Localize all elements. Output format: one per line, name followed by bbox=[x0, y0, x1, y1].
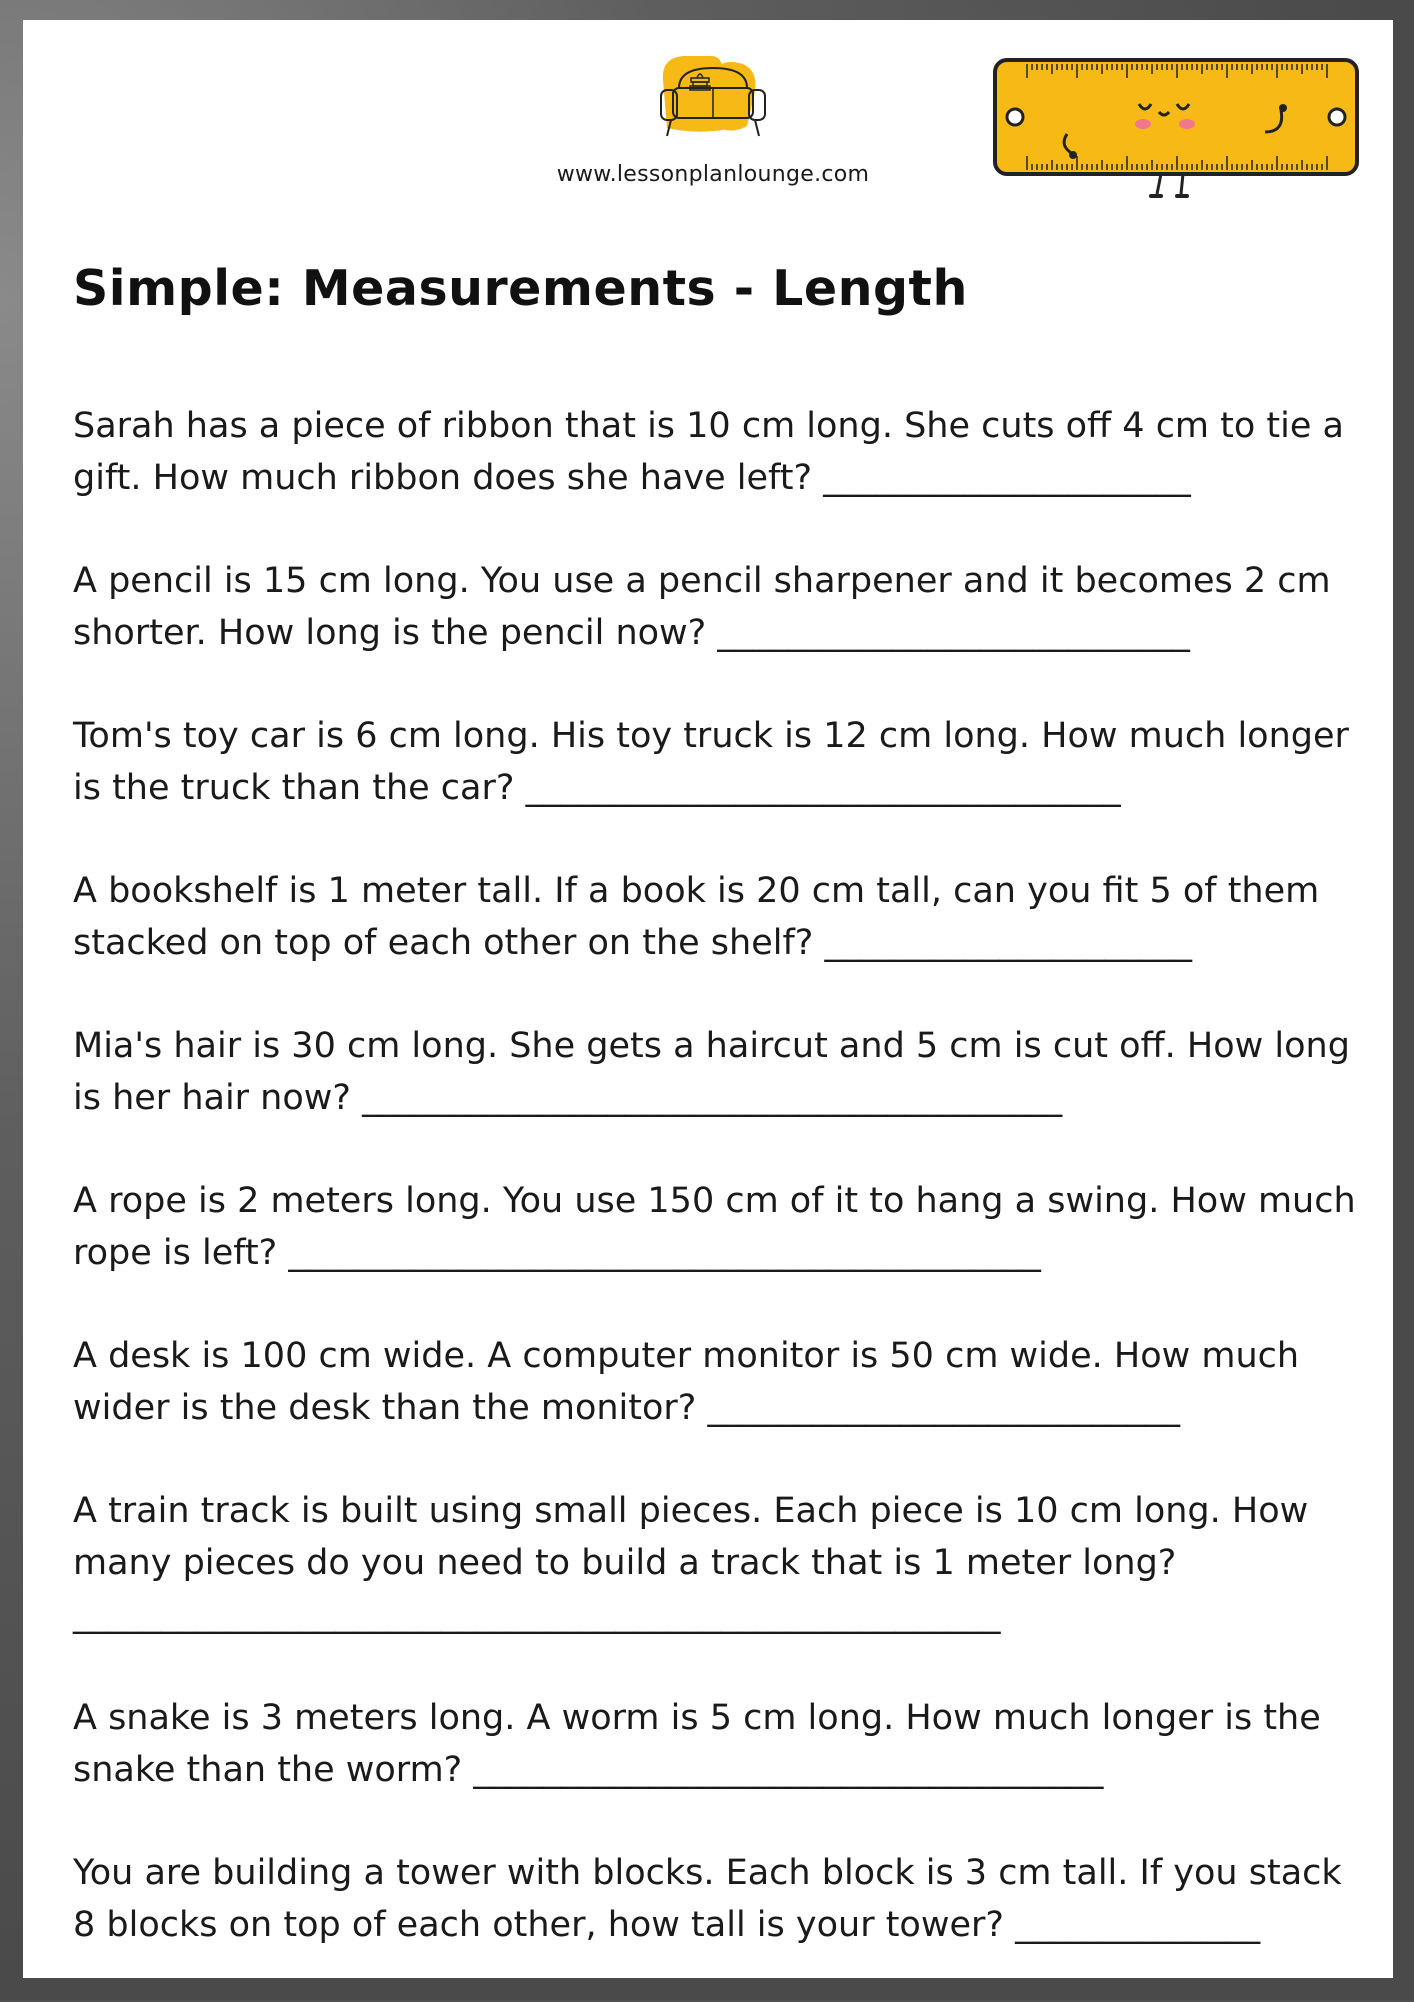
answer-blank[interactable]: ________________________________________ bbox=[362, 1078, 1063, 1118]
question-text: Mia's hair is 30 cm long. She gets a haircut and 5 cm is cut off. How long is her hair now? bbox=[73, 1026, 1350, 1118]
question-item bbox=[73, 1020, 1363, 1124]
question-text: A snake is 3 meters long. A worm is 5 cm long. How much longer is the snake than the worm? bbox=[73, 1698, 1321, 1790]
answer-blank[interactable]: ______________ bbox=[1015, 1905, 1261, 1945]
smiling-ruler-icon bbox=[991, 54, 1363, 206]
worksheet-page bbox=[23, 20, 1393, 1978]
question-item bbox=[73, 865, 1363, 969]
answer-blank[interactable]: ___________________________ bbox=[707, 1388, 1181, 1428]
question-item bbox=[73, 710, 1363, 814]
answer-blank[interactable]: ___________________________ bbox=[717, 613, 1190, 653]
answer-blank[interactable]: ____________________________________ bbox=[473, 1750, 1104, 1790]
site-logo[interactable] bbox=[553, 50, 873, 190]
question-item bbox=[73, 1485, 1363, 1641]
question-item bbox=[73, 555, 1363, 659]
question-text: A bookshelf is 1 meter tall. If a book is 20 cm tall, can you fit 5 of them stacked on top of each other on the shelf? bbox=[73, 871, 1320, 963]
question-item bbox=[73, 1330, 1363, 1434]
answer-blank[interactable]: _____________________ bbox=[823, 458, 1191, 498]
question-text: You are building a tower with blocks. Each block is 3 cm tall. If you stack 8 blocks on top of each other, how tall is your tower? bbox=[73, 1853, 1342, 1945]
answer-blank[interactable]: ___________________________________________ bbox=[288, 1233, 1041, 1273]
answer-blank[interactable]: _____________________________________________________ bbox=[73, 1595, 1001, 1635]
worksheet-title: Simple: Measurements - Length bbox=[73, 260, 968, 317]
question-text: Sarah has a piece of ribbon that is 10 cm long. She cuts off 4 cm to tie a gift. How much ribbon does she have left? bbox=[73, 406, 1344, 498]
question-item bbox=[73, 1175, 1363, 1279]
question-text: A pencil is 15 cm long. You use a pencil sharpener and it becomes 2 cm shorter. How long is the pencil now? bbox=[73, 561, 1331, 653]
question-text: Tom's toy car is 6 cm long. His toy truck is 12 cm long. How much longer is the truck than the car? bbox=[73, 716, 1349, 808]
question-text: A rope is 2 meters long. You use 150 cm of it to hang a swing. How much rope is left? bbox=[73, 1181, 1356, 1273]
question-item bbox=[73, 1692, 1363, 1796]
answer-blank[interactable]: _____________________ bbox=[824, 923, 1193, 963]
question-text: A train track is built using small pieces. Each piece is 10 cm long. How many pieces do you need to build a track that is 1 meter long? bbox=[73, 1491, 1309, 1583]
site-url[interactable]: www.lessonplanlounge.com bbox=[556, 162, 870, 187]
question-item bbox=[73, 400, 1363, 504]
question-text: A desk is 100 cm wide. A computer monitor is 50 cm wide. How much wider is the desk than the monitor? bbox=[73, 1336, 1300, 1428]
sofa-logo-icon bbox=[653, 50, 773, 150]
question-list bbox=[73, 400, 1363, 2002]
question-item bbox=[73, 1847, 1363, 1951]
answer-blank[interactable]: __________________________________ bbox=[525, 768, 1121, 808]
